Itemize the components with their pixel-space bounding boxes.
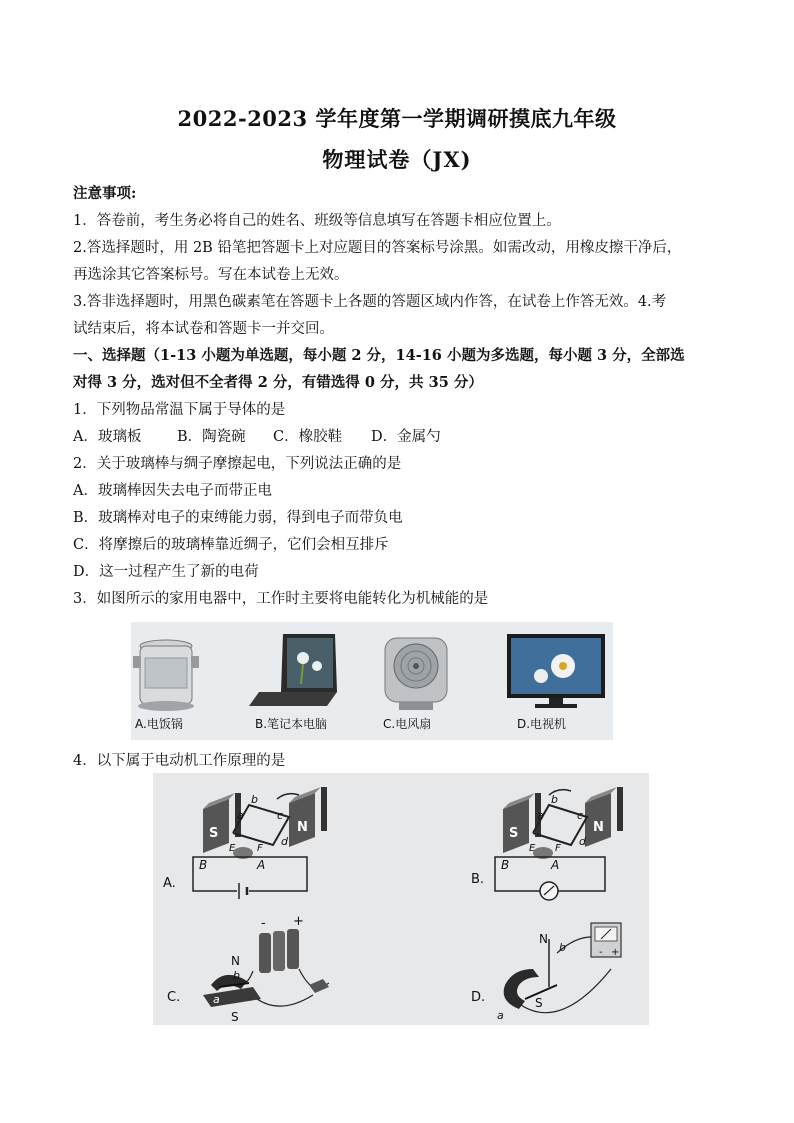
b-label-a: a — [537, 809, 544, 822]
b-brush-b: B — [501, 858, 510, 872]
a-brush-b: B — [199, 858, 208, 872]
electric-fan-image — [385, 638, 447, 710]
appliances-svg — [131, 622, 613, 740]
question-2-stem: 2．关于玻璃棒与绸子摩擦起电，下列说法正确的是 — [73, 456, 402, 472]
b-magnet-n: N — [593, 820, 604, 835]
rice-cooker-image — [133, 640, 199, 711]
q2-option-d: D．这一过程产生了新的电荷 — [73, 564, 259, 580]
q1-option-d: D．金属勺 — [371, 429, 441, 445]
a-magnet-s: S — [209, 826, 219, 841]
question-1-stem: 1．下列物品常温下属于导体的是 — [73, 402, 286, 418]
diagram-d-label: D. — [471, 990, 486, 1005]
b-label-d: d — [579, 835, 586, 848]
a-magnet-n: N — [297, 820, 308, 835]
b-label-f: F — [555, 843, 561, 854]
d-label-s: S — [535, 996, 543, 1010]
label-fan: C.电风扇 — [383, 717, 432, 731]
d-meter-plus: + — [611, 947, 620, 958]
label-tv: D.电视机 — [517, 717, 567, 731]
appliances-figure — [131, 622, 613, 740]
diagram-b-label: B. — [471, 872, 485, 887]
q1-option-c: C．橡胶鞋 — [273, 429, 343, 445]
a-label-f: F — [257, 843, 263, 854]
a-label-b: b — [251, 793, 258, 806]
section-heading-cont: 对得 3 分，选对但不全者得 2 分，有错选得 0 分，共 35 分） — [73, 374, 483, 391]
diagram-c-label: C. — [167, 990, 181, 1005]
laptop-image — [249, 634, 337, 706]
a-label-d: d — [281, 835, 288, 848]
motor-principle-figure — [153, 773, 649, 1025]
d-label-b: b — [559, 941, 566, 954]
b-brush-a: A — [551, 858, 560, 872]
section-heading: 一、选择题（1-13 小题为单选题，每小题 2 分，14-16 小题为多选题，每小题 3 分，全部选 — [73, 347, 685, 364]
note-1: 1．答卷前，考生务必将自己的姓名、班级等信息填写在答题卡相应位置上。 — [73, 213, 561, 229]
note-2: 2.答选择题时，用 2B 铅笔把答题卡上对应题目的答案标号涂黑。如需改动，用橡皮擦干净后， — [73, 240, 682, 256]
question-1-options — [73, 428, 441, 446]
q2-option-a: A．玻璃棒因失去电子而带正电 — [73, 483, 272, 499]
q2-option-b: B．玻璃棒对电子的束缚能力弱，得到电子而带负电 — [73, 510, 403, 526]
motor-principle-svg — [153, 773, 649, 1025]
d-meter-minus: - — [599, 947, 603, 958]
label-rice-cooker: A.电饭锅 — [135, 717, 183, 731]
c-label-n: N — [231, 954, 240, 968]
diagram-a — [163, 787, 327, 899]
note-3-cont: 试结束后，将本试卷和答题卡一并交回。 — [73, 321, 334, 337]
television-image — [507, 634, 605, 708]
diagram-b — [471, 787, 623, 900]
b-label-b: b — [551, 793, 558, 806]
question-4-stem: 4．以下属于电动机工作原理的是 — [73, 753, 286, 769]
a-label-e: E — [229, 843, 236, 854]
q2-option-c: C．将摩擦后的玻璃棒靠近绸子，它们会相互排斥 — [73, 537, 389, 553]
a-label-a: a — [237, 809, 244, 822]
c-label-s: S — [231, 1010, 239, 1024]
c-label-a: a — [213, 993, 220, 1006]
b-label-e: E — [529, 843, 536, 854]
b-magnet-s: S — [509, 826, 519, 841]
exam-subtitle: 物理试卷（JX) — [322, 147, 472, 172]
q1-option-a: A．玻璃板 — [73, 429, 142, 445]
label-laptop: B.笔记本电脑 — [255, 717, 328, 731]
c-battery-plus: + — [293, 914, 304, 929]
c-label-b: b — [233, 969, 240, 982]
a-label-c: c — [277, 809, 284, 822]
diagram-d — [471, 923, 621, 1022]
notes-heading: 注意事项: — [73, 185, 137, 202]
q1-option-b: B．陶瓷碗 — [177, 429, 246, 445]
c-battery-minus: - — [261, 916, 266, 931]
d-label-n: N — [539, 932, 548, 946]
diagram-a-label: A. — [163, 876, 176, 891]
note-2-cont: 再选涂其它答案标号。写在本试卷上无效。 — [73, 267, 349, 283]
note-3: 3.答非选择题时，用黑色碳素笔在答题卡上各题的答题区域内作答，在试卷上作答无效。4.考 — [73, 294, 667, 310]
d-label-a: a — [497, 1009, 504, 1022]
diagram-c — [167, 914, 329, 1024]
b-label-c: c — [577, 809, 584, 822]
a-brush-a: A — [257, 858, 266, 872]
question-3-stem: 3．如图所示的家用电器中，工作时主要将电能转化为机械能的是 — [73, 591, 489, 607]
exam-title: 2022-2023 学年度第一学期调研摸底九年级 — [177, 106, 617, 131]
